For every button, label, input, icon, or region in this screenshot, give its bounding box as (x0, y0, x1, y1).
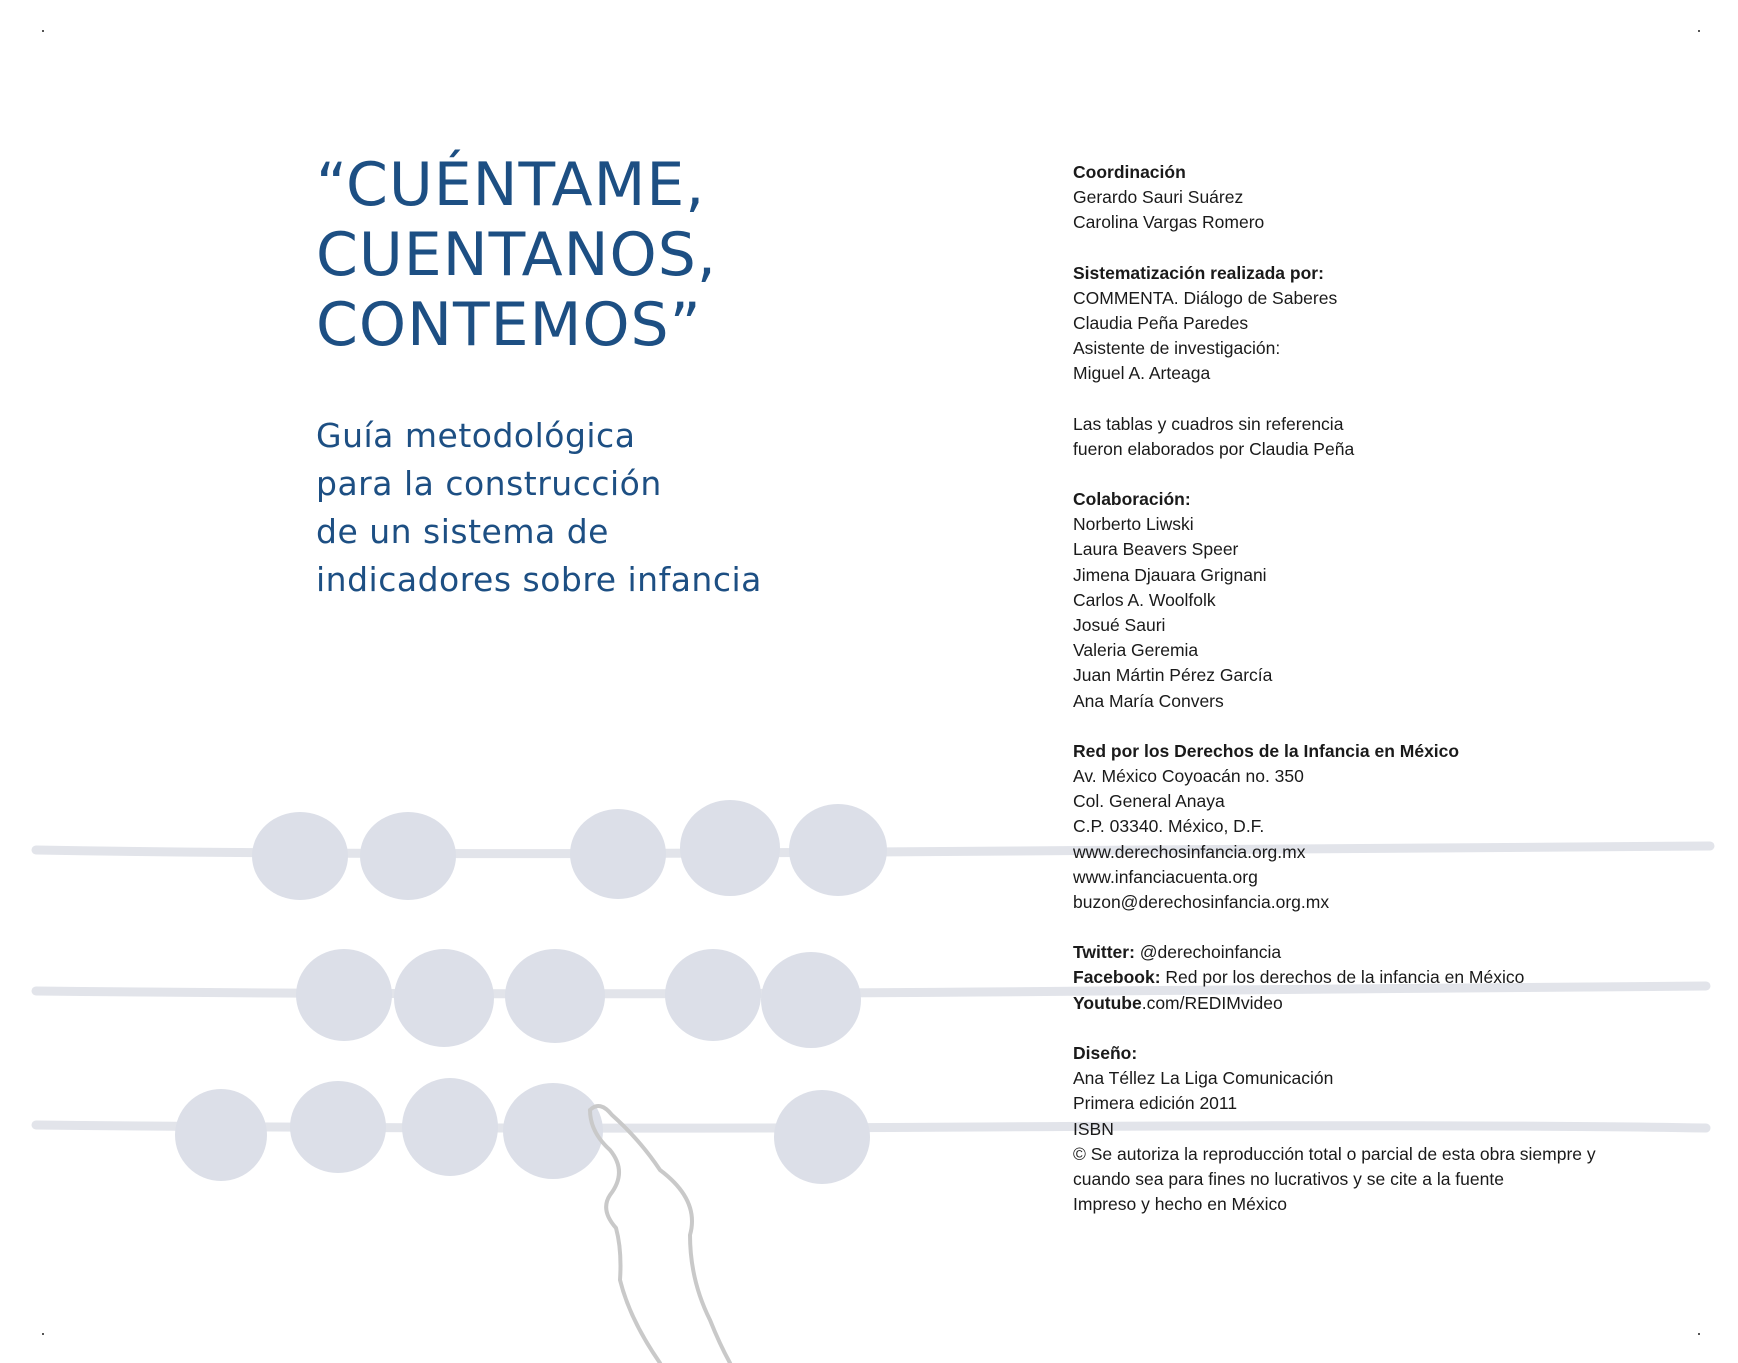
main-title (316, 150, 956, 360)
credits-line: Gerardo Sauri Suárez (1073, 187, 1244, 208)
credits-heading: Sistematización realizada por: (1073, 262, 1324, 283)
credits-line: C.P. 03340. México, D.F. (1073, 816, 1265, 837)
crop-mark-top-right (1698, 30, 1700, 32)
credits-diseno (1073, 1041, 1633, 1217)
youtube-channel[interactable]: .com/REDIMvideo (1141, 992, 1283, 1013)
crop-mark-top-left (42, 30, 44, 32)
credits-sistematizacion (1073, 261, 1633, 387)
credits-heading: Red por los Derechos de la Infancia en México (1073, 740, 1460, 761)
title-block (316, 150, 956, 604)
credits-line: Jimena Djauara Grignani (1073, 564, 1267, 585)
bead (252, 812, 348, 900)
bead (360, 812, 456, 900)
credits-line: Laura Beavers Speer (1073, 539, 1239, 560)
credits-line: Asistente de investigación: (1073, 338, 1281, 359)
credits-line: Claudia Peña Paredes (1073, 313, 1249, 334)
youtube-line (1073, 991, 1633, 1016)
credits-line: cuando sea para fines no lucrativos y se cite a la fuente (1073, 1168, 1504, 1189)
bead (505, 949, 605, 1043)
facebook-label: Facebook: (1073, 967, 1161, 988)
credits-line: Primera edición 2011 (1073, 1093, 1238, 1114)
credits-coordinacion (1073, 160, 1633, 236)
bead (774, 1090, 870, 1184)
credits-line: Impreso y hecho en México (1073, 1194, 1287, 1215)
bead (394, 949, 494, 1047)
subtitle (316, 412, 956, 604)
credits-tablas (1073, 412, 1633, 462)
credits-line: Norberto Liwski (1073, 514, 1194, 535)
credits-line: Av. México Coyoacán no. 350 (1073, 766, 1304, 787)
credits-column (1073, 160, 1633, 1242)
credits-heading: Colaboración: (1073, 489, 1191, 510)
bead (665, 949, 761, 1041)
credits-colaboracion (1073, 487, 1633, 714)
title-line: CONTEMOS” (316, 290, 702, 360)
twitter-line (1073, 940, 1633, 965)
credits-line: Valeria Geremia (1073, 640, 1199, 661)
bead (503, 1083, 603, 1179)
credits-line: Ana Téllez La Liga Comunicación (1073, 1068, 1334, 1089)
twitter-handle[interactable]: @derechoinfancia (1134, 942, 1282, 963)
facebook-page[interactable]: Red por los derechos de la infancia en México (1160, 967, 1525, 988)
credits-line: fueron elaborados por Claudia Peña (1073, 438, 1355, 459)
credits-line: Josué Sauri (1073, 615, 1166, 636)
subtitle-line: de un sistema de (316, 512, 609, 551)
bead (680, 800, 780, 896)
credits-line: Carlos A. Woolfolk (1073, 589, 1216, 610)
credits-line: © Se autoriza la reproducción total o parcial de esta obra siempre y (1073, 1143, 1596, 1164)
bead (570, 809, 666, 899)
website-link[interactable]: www.derechosinfancia.org.mx (1073, 841, 1306, 862)
email-link[interactable]: buzon@derechosinfancia.org.mx (1073, 892, 1330, 913)
facebook-line (1073, 965, 1633, 990)
credits-line: Carolina Vargas Romero (1073, 212, 1265, 233)
youtube-label: Youtube (1073, 992, 1142, 1013)
credits-heading: Diseño: (1073, 1042, 1138, 1063)
bead (175, 1089, 267, 1181)
hand-outline (590, 1106, 730, 1363)
title-line: “CUÉNTAME, (316, 150, 706, 220)
bead (761, 952, 861, 1048)
subtitle-line: para la construcción (316, 464, 662, 503)
credits-line: Las tablas y cuadros sin referencia (1073, 413, 1344, 434)
subtitle-line: Guía metodológica (316, 416, 636, 455)
credits-line: Juan Mártin Pérez García (1073, 665, 1273, 686)
credits-social (1073, 940, 1633, 1016)
bead (402, 1078, 498, 1176)
website-link[interactable]: www.infanciacuenta.org (1073, 866, 1258, 887)
subtitle-line: indicadores sobre infancia (316, 560, 762, 599)
credits-line: Col. General Anaya (1073, 791, 1225, 812)
title-line: CUENTANOS, (316, 220, 717, 290)
credits-line: Ana María Convers (1073, 690, 1224, 711)
bead (296, 949, 392, 1041)
credits-red (1073, 739, 1633, 915)
bead (789, 804, 887, 896)
credits-line: ISBN (1073, 1118, 1114, 1139)
credits-line: Miguel A. Arteaga (1073, 363, 1211, 384)
credits-heading: Coordinación (1073, 162, 1186, 182)
twitter-label: Twitter: (1073, 942, 1135, 963)
bead (290, 1081, 386, 1173)
credits-line: COMMENTA. Diálogo de Saberes (1073, 287, 1338, 308)
